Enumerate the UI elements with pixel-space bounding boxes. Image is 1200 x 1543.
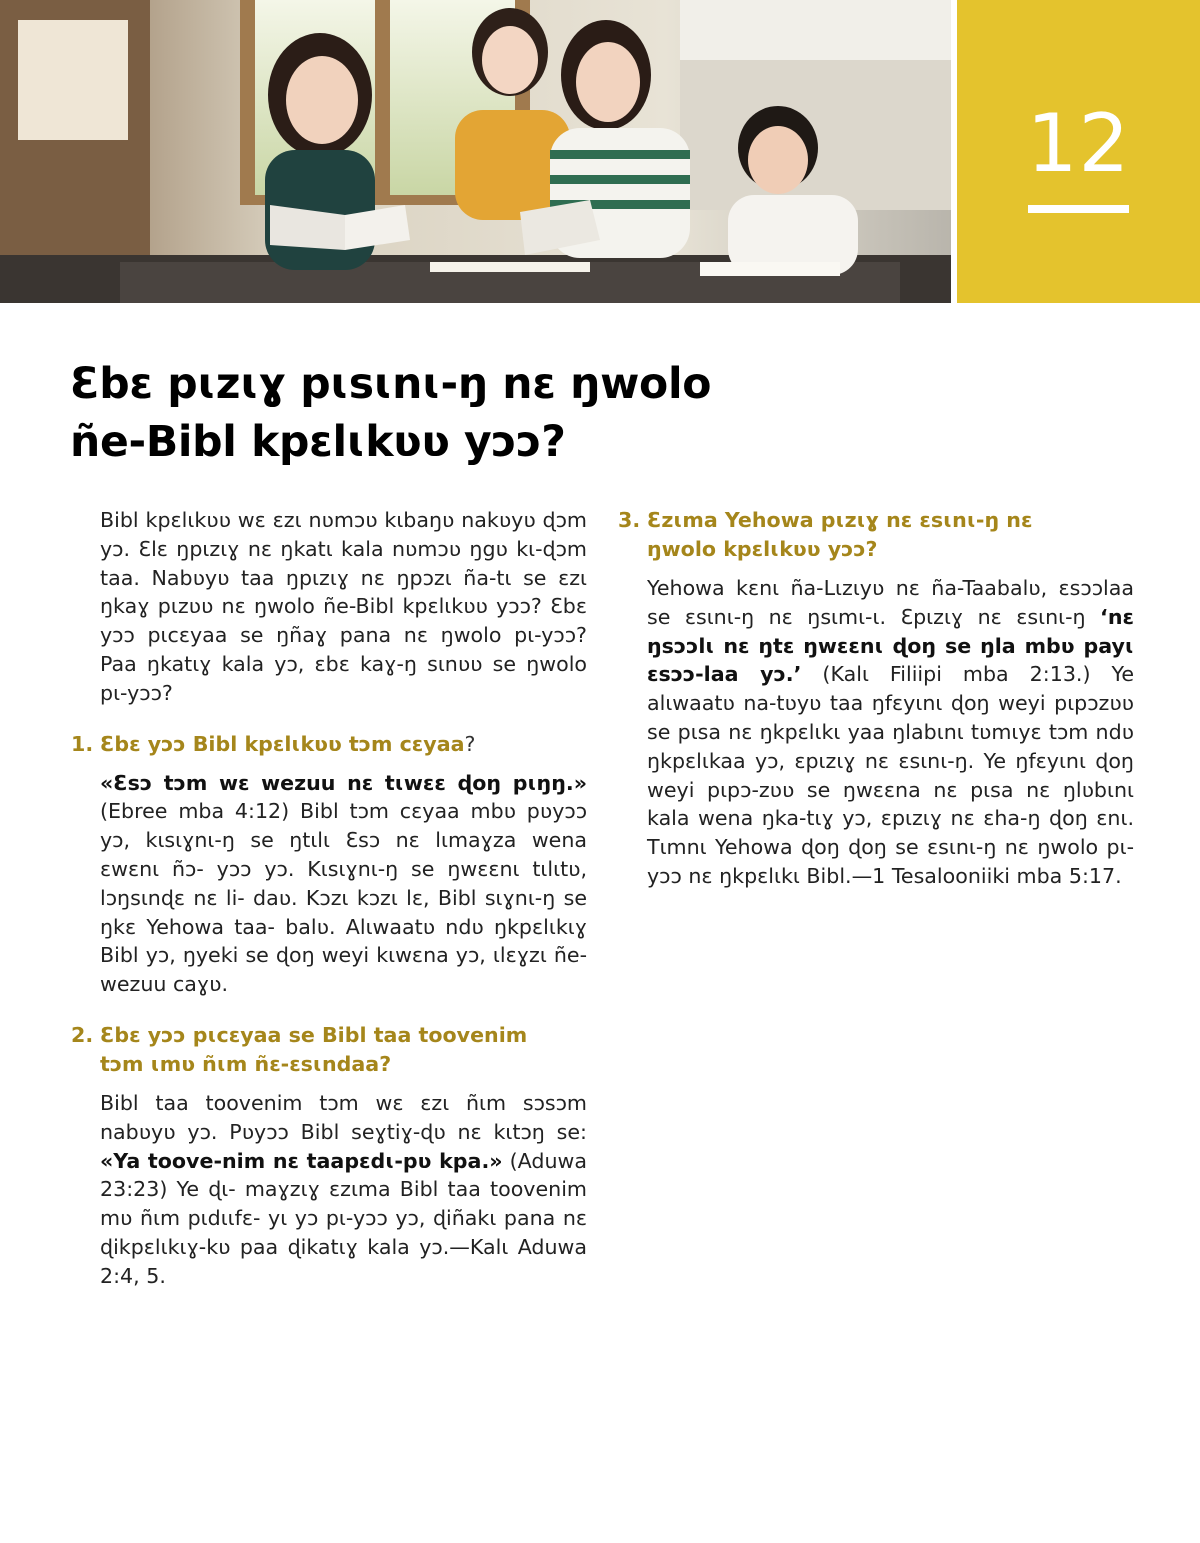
question-2-heading	[71, 1021, 587, 1079]
answer-1-quote: «Ɛsɔ tɔm wɛ wezuu nɛ tɩwɛɛ ɖoŋ pɩŋŋ.»	[100, 770, 587, 795]
question-1-number: 1.	[71, 731, 94, 756]
right-column	[618, 506, 1135, 891]
answer-2-line: ɖikatɩɣ kala yɔ.—Kalɩ Aduwa 2:4, 5.	[100, 1234, 588, 1288]
answer-1-line: daʋ. Kɔzɩ kɔzɩ lɛ, Bibl sɩɣnɩ-ŋ se ŋkɛ Yehowa taa-	[100, 885, 587, 939]
answer-3-text-b: (Kalɩ Filiipi mba 2:13.) Ye alɩwaatʋ na-tʋyʋ taa ŋfɛyɩnɩ ɖoŋ weyi pɩpɔzʋʋ se pɩsa nɛ ŋkpɛlɩkɩ yaa ŋlabɩnɩ tʋmɩyɛ tɔm ndʋ ŋkpɛlɩkaa yɔ, ɛpɩzɩɣ nɛ ɛsɩnɩ-ŋ. Ye ŋfɛyɩnɩ ɖoŋ weyi pɩpɔ-zʋʋ se ŋwɛɛna nɛ pɩsa nɛ ŋlʋbɩnɩ kala wena ŋka-tɩɣ yɔ, ɛpɩzɩɣ nɛ ɛha-ŋ ɖoŋ ɛnɩ. Tɩmnɩ Yehowa ɖoŋ ɖoŋ se ɛsɩnɩ-ŋ nɛ ŋwolo pɩ-yɔɔ nɛ ŋkpɛlɩkɩ Bibl.—1 Tesalooniiki mba 5:17.	[647, 662, 1135, 888]
question-3-line-2: ŋwolo kpɛlɩkʋʋ yɔɔ?	[647, 537, 878, 561]
intro-line: ŋkaɣ pɩzʋʋ nɛ ŋwolo ñe-Bibl kpɛlɩkʋʋ yɔɔ? Ɛbɛ	[100, 594, 587, 619]
answer-3-text-a: Yehowa kɛnɩ ña-Lɩzɩyʋ nɛ ña-Taabalʋ, ɛsɔɔlaa se ɛsɩnɩ-ŋ nɛ ŋsɩmɩ-ɩ. Ɛpɩzɩɣ nɛ ɛsɩnɩ-ŋ	[647, 576, 1134, 629]
question-3-heading	[618, 506, 1134, 564]
intro-line: yɔ. Ɛlɛ ŋpɩzɩɣ nɛ ŋkatɩ kala nʋmɔʋ ŋgʋ kɩ-ɖɔm	[100, 536, 587, 561]
answer-1-line: mba 4:12) Bibl tɔm cɛyaa mbʋ pʋyɔɔ yɔ,	[100, 799, 588, 853]
question-2-line-2: tɔm ɩmʋ ñɩm ñɛ-ɛsɩndaa?	[100, 1051, 392, 1076]
answer-1-line: ɖoŋ weyi kɩwɛna yɔ, ɩlɛɣzɩ ñe-wezuu caɣʋ.	[100, 943, 588, 997]
answer-1-line: (Ebree	[100, 799, 168, 824]
question-1-mark: ?	[464, 731, 476, 756]
lesson-number-underline	[1028, 205, 1129, 213]
intro-line: Bibl kpɛlɩkʋʋ wɛ ɛzɩ nʋmɔʋ kɩbaŋʋ nakʋyʋ ɖɔm	[100, 508, 587, 532]
answer-1-line: kɩsɩɣnɩ-ŋ se ŋtɩlɩ Ɛsɔ nɛ lɩmaɣza wena ɛwɛnɩ ñɔ-	[100, 828, 587, 881]
answer-3-quote: ‘nɛ ŋsɔɔlɩ nɛ ŋtɛ ŋwɛɛnɩ ɖoŋ se ŋla mbʋ payɩ ɛsɔɔ-laa yɔ.’	[647, 604, 1134, 687]
intro-line: ŋkatɩɣ kala yɔ, ɛbɛ kaɣ-ŋ sɩnʋʋ se ŋwolo pɩ-yɔɔ?	[100, 651, 588, 705]
question-3-number: 3.	[618, 508, 641, 532]
question-1-heading	[71, 730, 587, 759]
answer-2-quote: «Ya toove-nim nɛ taapɛdɩ-pʋ kpa.»	[100, 1148, 503, 1173]
page-title-line-2: ñe-Bibl kpɛlɩkʋʋ yɔɔ?	[70, 418, 566, 467]
question-3-line-1: Ɛzɩma Yehowa pɩzɩɣ nɛ ɛsɩnɩ-ŋ nɛ	[647, 508, 1033, 532]
answer-1-line: balʋ. Alɩwaatʋ ndʋ ŋkpɛlɩkɩɣ Bibl yɔ, ŋyeki se	[100, 914, 587, 968]
answer-2-line: Bibl taa toovenim tɔm wɛ ɛzɩ ñɩm sɔsɔm nabʋyʋ	[100, 1090, 587, 1144]
answer-2-line: yɔ. Pʋyɔɔ Bibl seɣtiɣ-ɖʋ nɛ kɩtɔŋ se:	[187, 1119, 587, 1144]
page-title	[70, 356, 830, 472]
answer-2-paragraph	[100, 1089, 587, 1291]
header-photo	[0, 0, 951, 303]
lesson-number: 12	[1026, 97, 1131, 190]
answer-1-paragraph	[100, 769, 587, 999]
intro-paragraph	[100, 506, 587, 708]
page-title-line-1: Ɛbɛ pɩzɩɣ pɩsɩnɩ-ŋ nɛ ŋwolo	[70, 360, 712, 409]
question-2-line-1: Ɛbɛ yɔɔ pɩcɛyaa se Bibl taa toovenim	[100, 1022, 528, 1047]
question-1-text: Ɛbɛ yɔɔ Bibl kpɛlɩkʋʋ tɔm cɛyaa	[100, 731, 465, 756]
answer-1-line: yɔɔ yɔ. Kɩsɩɣnɩ-ŋ se ŋwɛɛnɩ tɩlɩtʋ, lɔŋsɩnɖɛ nɛ li-	[100, 856, 588, 910]
intro-line: taa. Nabʋyʋ taa ŋpɩzɩɣ nɛ ŋpɔzɩ ña-tɩ se ɛzɩ	[100, 565, 587, 590]
answer-2-line: maɣzɩɣ ɛzɩma Bibl taa toovenim mʋ ñɩm pɩdɩɩfɛ-	[100, 1177, 587, 1231]
answer-2-line: yɩ yɔ pɩ-yɔɔ yɔ, ɖiñakɩ pana nɛ ɖikpɛlɩkɩɣ-kʋ paa	[100, 1206, 588, 1259]
answer-2-line: (Aduwa 23:23) Ye ɖɩ-	[100, 1148, 587, 1202]
question-2-number: 2.	[71, 1022, 94, 1047]
intro-line: yɔɔ pɩcɛyaa se ŋñaɣ pana nɛ ŋwolo pɩ-yɔɔ? Paa	[100, 623, 587, 676]
left-column	[71, 506, 588, 1291]
lesson-number-box	[957, 0, 1200, 303]
family-study-illustration	[0, 0, 951, 303]
answer-3-paragraph	[647, 574, 1134, 891]
